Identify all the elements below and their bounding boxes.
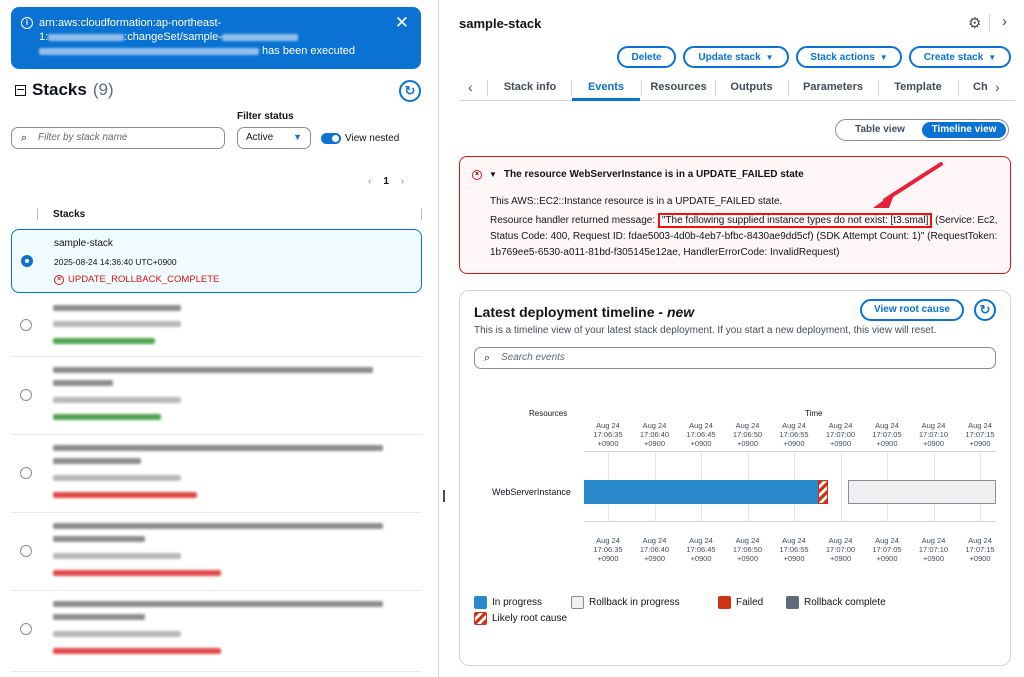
tab-changesets[interactable]: Ch: [973, 81, 988, 93]
highlighted-error: "The following supplied instance types do not exist: [t3.smal]: [658, 213, 932, 228]
update-stack-button[interactable]: Update stack ▼: [683, 46, 789, 68]
stacks-panel: [0, 0, 438, 677]
pagination: [368, 176, 404, 187]
search-icon: ⌕: [21, 132, 28, 144]
timeline-description: This is a timeline view of your latest stack deployment. If you start a new deployment, this view will reset.: [474, 325, 937, 336]
time-tick-label: Aug 24 17:07:10 +0900: [918, 421, 949, 448]
stack-name[interactable]: sample-stack: [54, 238, 113, 249]
prev-page-icon[interactable]: ‹: [368, 176, 372, 187]
stack-actions-button[interactable]: Stack actions ▼: [796, 46, 902, 68]
rollback-in-progress-swatch: [571, 596, 584, 609]
caret-down-icon: ▼: [988, 52, 997, 62]
page-title: sample-stack: [459, 16, 542, 31]
time-column-label: Time: [805, 409, 823, 418]
time-tick-label: Aug 24 17:06:45 +0900: [686, 421, 716, 448]
collapse-icon[interactable]: [15, 85, 26, 96]
time-tick-label: Aug 24 17:07:10 +0900: [918, 536, 949, 563]
search-icon: ⌕: [484, 352, 491, 364]
time-tick-label: Aug 24 17:06:45 +0900: [686, 536, 716, 563]
time-tick-label: Aug 24 17:07:05 +0900: [872, 421, 902, 448]
time-tick-label: Aug 24 17:06:50 +0900: [732, 421, 763, 448]
stacks-heading: Stacks (9): [15, 80, 114, 100]
rollback-bar[interactable]: [848, 480, 996, 504]
tab-parameters[interactable]: Parameters: [803, 81, 863, 93]
time-tick-label: Aug 24 17:07:00 +0900: [825, 421, 856, 448]
stack-row[interactable]: [11, 514, 422, 591]
stack-row[interactable]: [11, 358, 422, 435]
stack-row[interactable]: [11, 592, 422, 672]
time-tick-label: Aug 24 17:06:35 +0900: [593, 536, 623, 563]
view-root-cause-button[interactable]: View root cause: [860, 299, 964, 321]
delete-button[interactable]: Delete: [617, 46, 676, 68]
caret-down-icon: ▼: [765, 52, 774, 62]
table-view-button[interactable]: Table view: [855, 124, 905, 135]
flash-line-1: arn:aws:cloudformation:ap-northeast-: [39, 17, 222, 29]
error-icon: ×: [472, 170, 482, 180]
caret-down-icon: ▼: [293, 132, 302, 142]
time-tick-label: Aug 24 17:06:40 +0900: [639, 536, 670, 563]
legend-failed: Failed: [718, 596, 763, 609]
time-tick-label: Aug 24 17:06:35 +0900: [593, 421, 623, 448]
info-icon: i: [21, 17, 33, 29]
in-progress-swatch: [474, 596, 487, 609]
time-gridline: [841, 451, 842, 521]
stacks-count: (9): [92, 80, 114, 99]
in-progress-bar[interactable]: [584, 480, 818, 504]
tab-stack-info[interactable]: Stack info: [503, 81, 557, 93]
legend-likely-root-cause: Likely root cause: [474, 612, 567, 625]
tab-outputs[interactable]: Outputs: [730, 81, 773, 93]
filter-status-select[interactable]: Active ▼: [237, 127, 311, 149]
rollback-complete-swatch: [786, 596, 799, 609]
time-tick-label: Aug 24 17:07:00 +0900: [825, 536, 856, 563]
timeline-title: Latest deployment timeline - new: [474, 304, 695, 320]
stack-radio[interactable]: [20, 545, 32, 557]
stack-radio[interactable]: [20, 319, 32, 331]
filter-status-label: Filter status: [237, 111, 294, 122]
success-flash: [11, 7, 421, 69]
time-tick-label: Aug 24 17:07:05 +0900: [872, 536, 902, 563]
stack-row[interactable]: [11, 436, 422, 513]
timeline-view-button[interactable]: Timeline view: [922, 122, 1006, 138]
caret-down-icon: ▼: [489, 170, 497, 179]
gear-icon[interactable]: ⚙: [968, 15, 982, 32]
tab-resources[interactable]: Resources: [650, 81, 707, 93]
caret-down-icon: ▼: [879, 52, 888, 62]
stacks-column-header: Stacks: [11, 205, 422, 223]
stack-date: 2025-08-24 14:36:40 UTC+0900: [54, 257, 177, 267]
failed-swatch: [718, 596, 731, 609]
stack-radio[interactable]: [20, 389, 32, 401]
error-message: Resource handler returned message: "The following supplied instance types do not exist: [t3.smal] (Service: Ec2, Status Code: 400, Request ID: fdae5003-4d0b-4eb7-bfbc-8430ae9dd5cf) (SDK Attempt Count: 1)" (RequestToken: 1b769ee5-6530-a011-81bd-f305145e12ae, HandlerErrorCode: InvalidRequest): [490, 215, 998, 258]
legend-in-progress: In progress: [474, 596, 542, 609]
time-tick-label: Aug 24 17:07:15 +0900: [965, 421, 995, 448]
panel-divider: [438, 0, 439, 677]
chevron-right-icon[interactable]: ›: [1002, 13, 1007, 30]
view-nested-label: View nested: [345, 133, 400, 144]
likely-root-cause-swatch: [474, 612, 487, 625]
stack-row-selected[interactable]: [11, 229, 422, 293]
stack-radio[interactable]: [20, 467, 32, 479]
deployment-timeline-card: [459, 290, 1011, 666]
search-events-input[interactable]: ⌕ Search events: [474, 347, 996, 369]
tab-next-icon[interactable]: ›: [995, 79, 1000, 95]
time-tick-label: Aug 24 17:06:50 +0900: [732, 536, 763, 563]
time-tick-label: Aug 24 17:06:55 +0900: [779, 421, 809, 448]
tab-bar: [459, 76, 1015, 101]
stack-radio[interactable]: [20, 623, 32, 635]
create-stack-button[interactable]: Create stack ▼: [909, 46, 1011, 68]
resources-column-label: Resources: [529, 409, 568, 418]
root-cause-bar[interactable]: [818, 480, 828, 504]
stack-radio-selected[interactable]: [21, 255, 33, 267]
tab-prev-icon[interactable]: ‹: [468, 79, 473, 95]
resize-handle[interactable]: [443, 490, 445, 502]
legend-rollback-complete: Rollback complete: [786, 596, 886, 609]
stack-row[interactable]: [11, 296, 422, 357]
page-number[interactable]: 1: [383, 176, 389, 187]
view-mode-segmented: [835, 119, 1009, 141]
stack-status: × UPDATE_ROLLBACK_COMPLETE: [54, 274, 219, 285]
time-tick-label: Aug 24 17:06:40 +0900: [639, 421, 670, 448]
error-detail: This AWS::EC2::Instance resource is in a UPDATE_FAILED state.: [490, 196, 783, 207]
flash-line-2: 1: :changeSet/sample-: [39, 30, 391, 44]
annotation-arrow: [869, 158, 949, 218]
stack-search-input[interactable]: ⌕ Filter by stack name: [11, 127, 225, 149]
stack-detail-panel: [449, 0, 1024, 677]
legend-rollback-in-progress: Rollback in progress: [571, 596, 680, 609]
next-page-icon[interactable]: ›: [400, 176, 405, 187]
error-icon: ×: [54, 275, 64, 285]
error-alert-header[interactable]: × ▼ The resource WebServerInstance is in a UPDATE_FAILED state: [472, 169, 804, 180]
time-tick-label: Aug 24 17:07:15 +0900: [965, 536, 995, 563]
refresh-timeline-button[interactable]: ↻: [974, 299, 996, 321]
view-nested-toggle[interactable]: [321, 133, 341, 144]
tab-template[interactable]: Template: [894, 81, 942, 93]
tab-events[interactable]: Events: [572, 76, 640, 101]
resource-name: WebServerInstance: [492, 487, 571, 497]
refresh-stacks-button[interactable]: ↻: [399, 80, 421, 102]
flash-line-3: has been executed: [39, 44, 391, 58]
close-icon[interactable]: ✕: [394, 13, 409, 32]
time-tick-label: Aug 24 17:06:55 +0900: [779, 536, 809, 563]
